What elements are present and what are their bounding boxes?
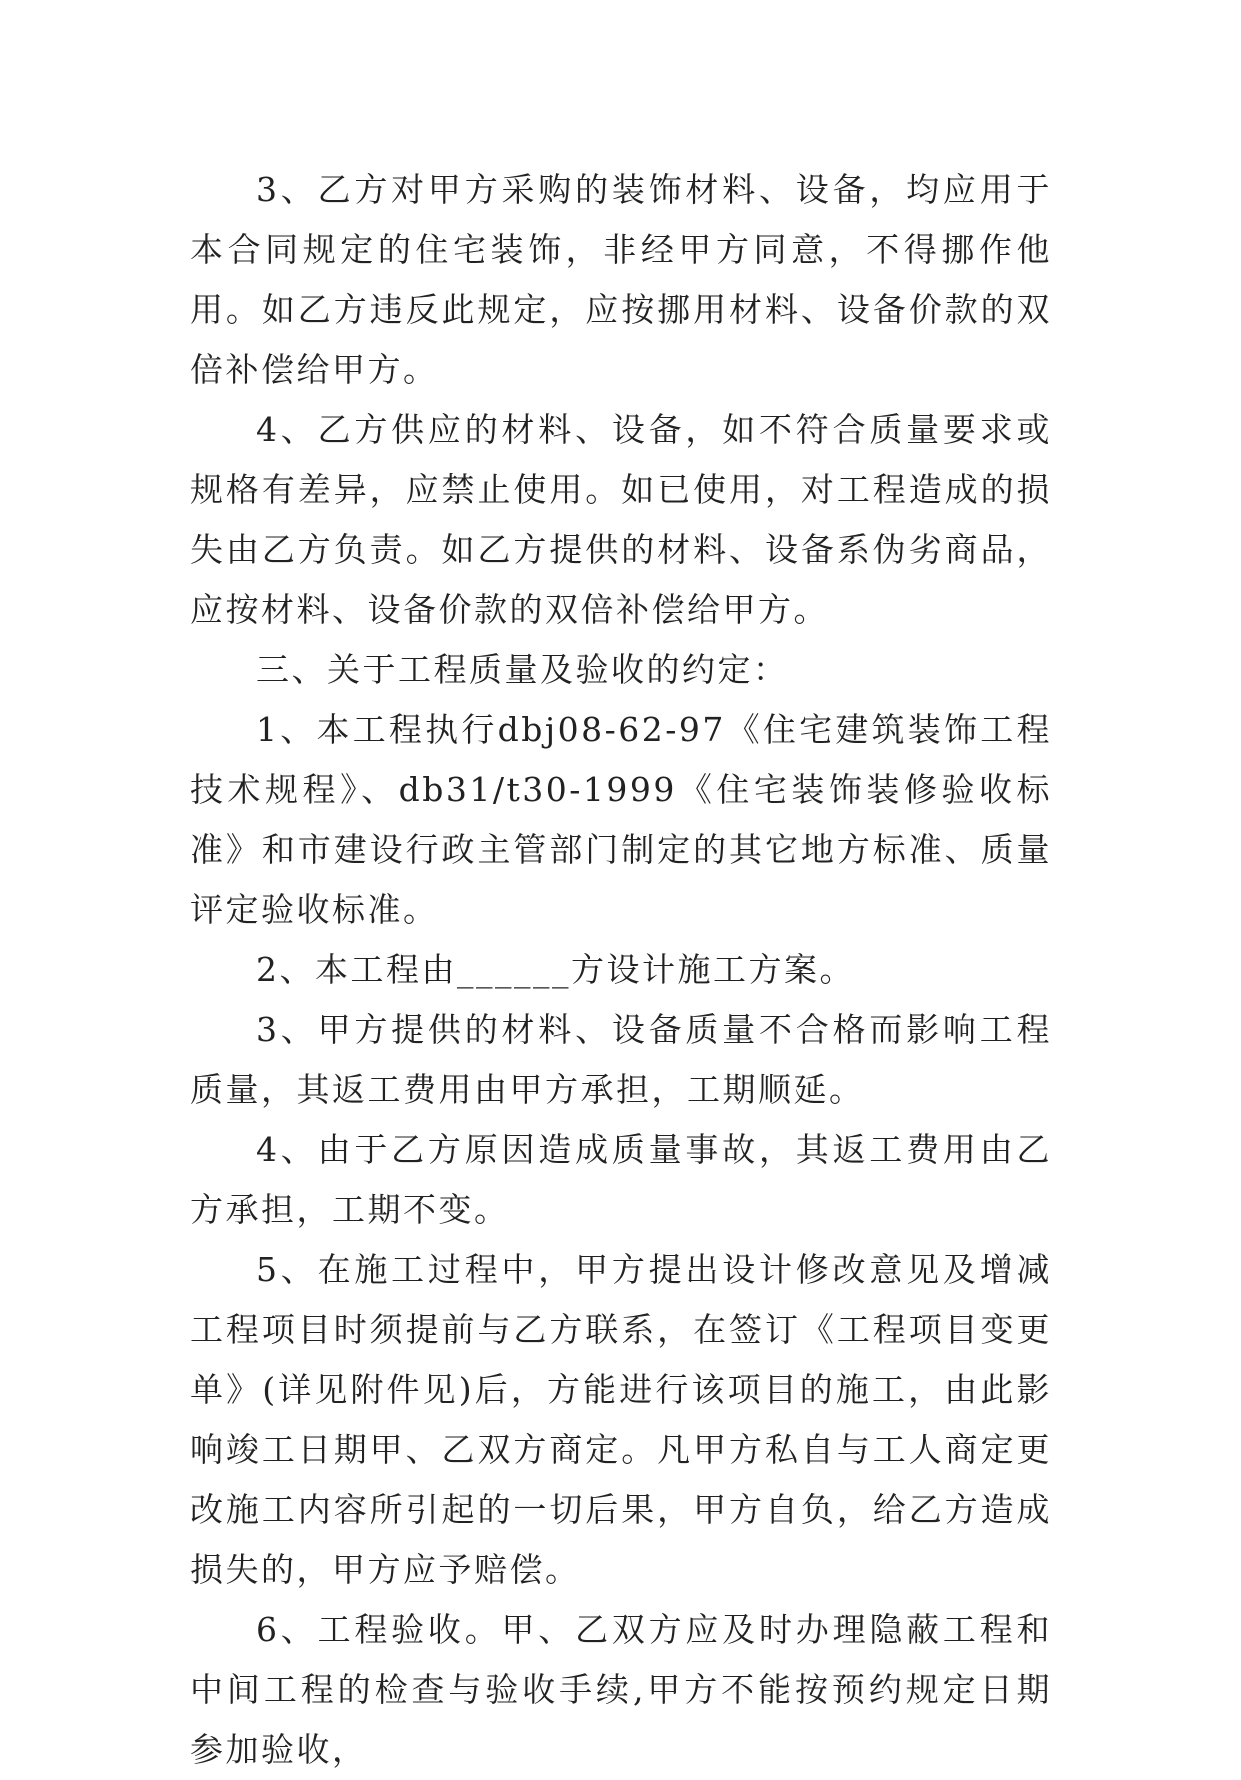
paragraph-quality-4-accident: 4、由于乙方原因造成质量事故，其返工费用由乙方承担，工期不变。	[190, 1130, 1052, 1229]
paragraph-clause-4-supply: 4、乙方供应的材料、设备，如不符合质量要求或规格有差异，应禁止使用。如已使用，对工程造成的损失由乙方负责。如乙方提供的材料、设备系伪劣商品，应按材料、设备价款的双倍补偿给甲方。	[190, 410, 1052, 629]
section-heading-quality: 三、关于工程质量及验收的约定：	[256, 650, 789, 689]
paragraph-clause-3-materials: 3、乙方对甲方采购的装饰材料、设备，均应用于本合同规定的住宅装饰，非经甲方同意，不得挪作他用。如乙方违反此规定，应按挪用材料、设备价款的双倍补偿给甲方。	[190, 170, 1052, 389]
paragraph-quality-2-design: 2、本工程由______方设计施工方案。	[256, 950, 855, 989]
paragraph-quality-1-standards: 1、本工程执行dbj08-62-97《住宅建筑装饰工程技术规程》、db31/t30-1999《住宅装饰装修验收标准》和市建设行政主管部门制定的其它地方标准、质量评定验收标准。	[190, 710, 1052, 929]
paragraph-quality-6-acceptance: 6、工程验收。甲、乙双方应及时办理隐蔽工程和中间工程的检查与验收手续,甲方不能按预约规定日期参加验收，	[190, 1610, 1052, 1769]
paragraph-quality-3-materials: 3、甲方提供的材料、设备质量不合格而影响工程质量，其返工费用由甲方承担，工期顺延。	[190, 1010, 1052, 1109]
paragraph-quality-5-changes: 5、在施工过程中，甲方提出设计修改意见及增减工程项目时须提前与乙方联系，在签订《工程项目变更单》(详见附件见)后，方能进行该项目的施工，由此影响竣工日期甲、乙双方商定。凡甲方私自与工人商定更改施工内容所引起的一切后果，甲方自负，给乙方造成损失的，甲方应予赔偿。	[190, 1250, 1052, 1589]
document-body	[190, 160, 1052, 1780]
